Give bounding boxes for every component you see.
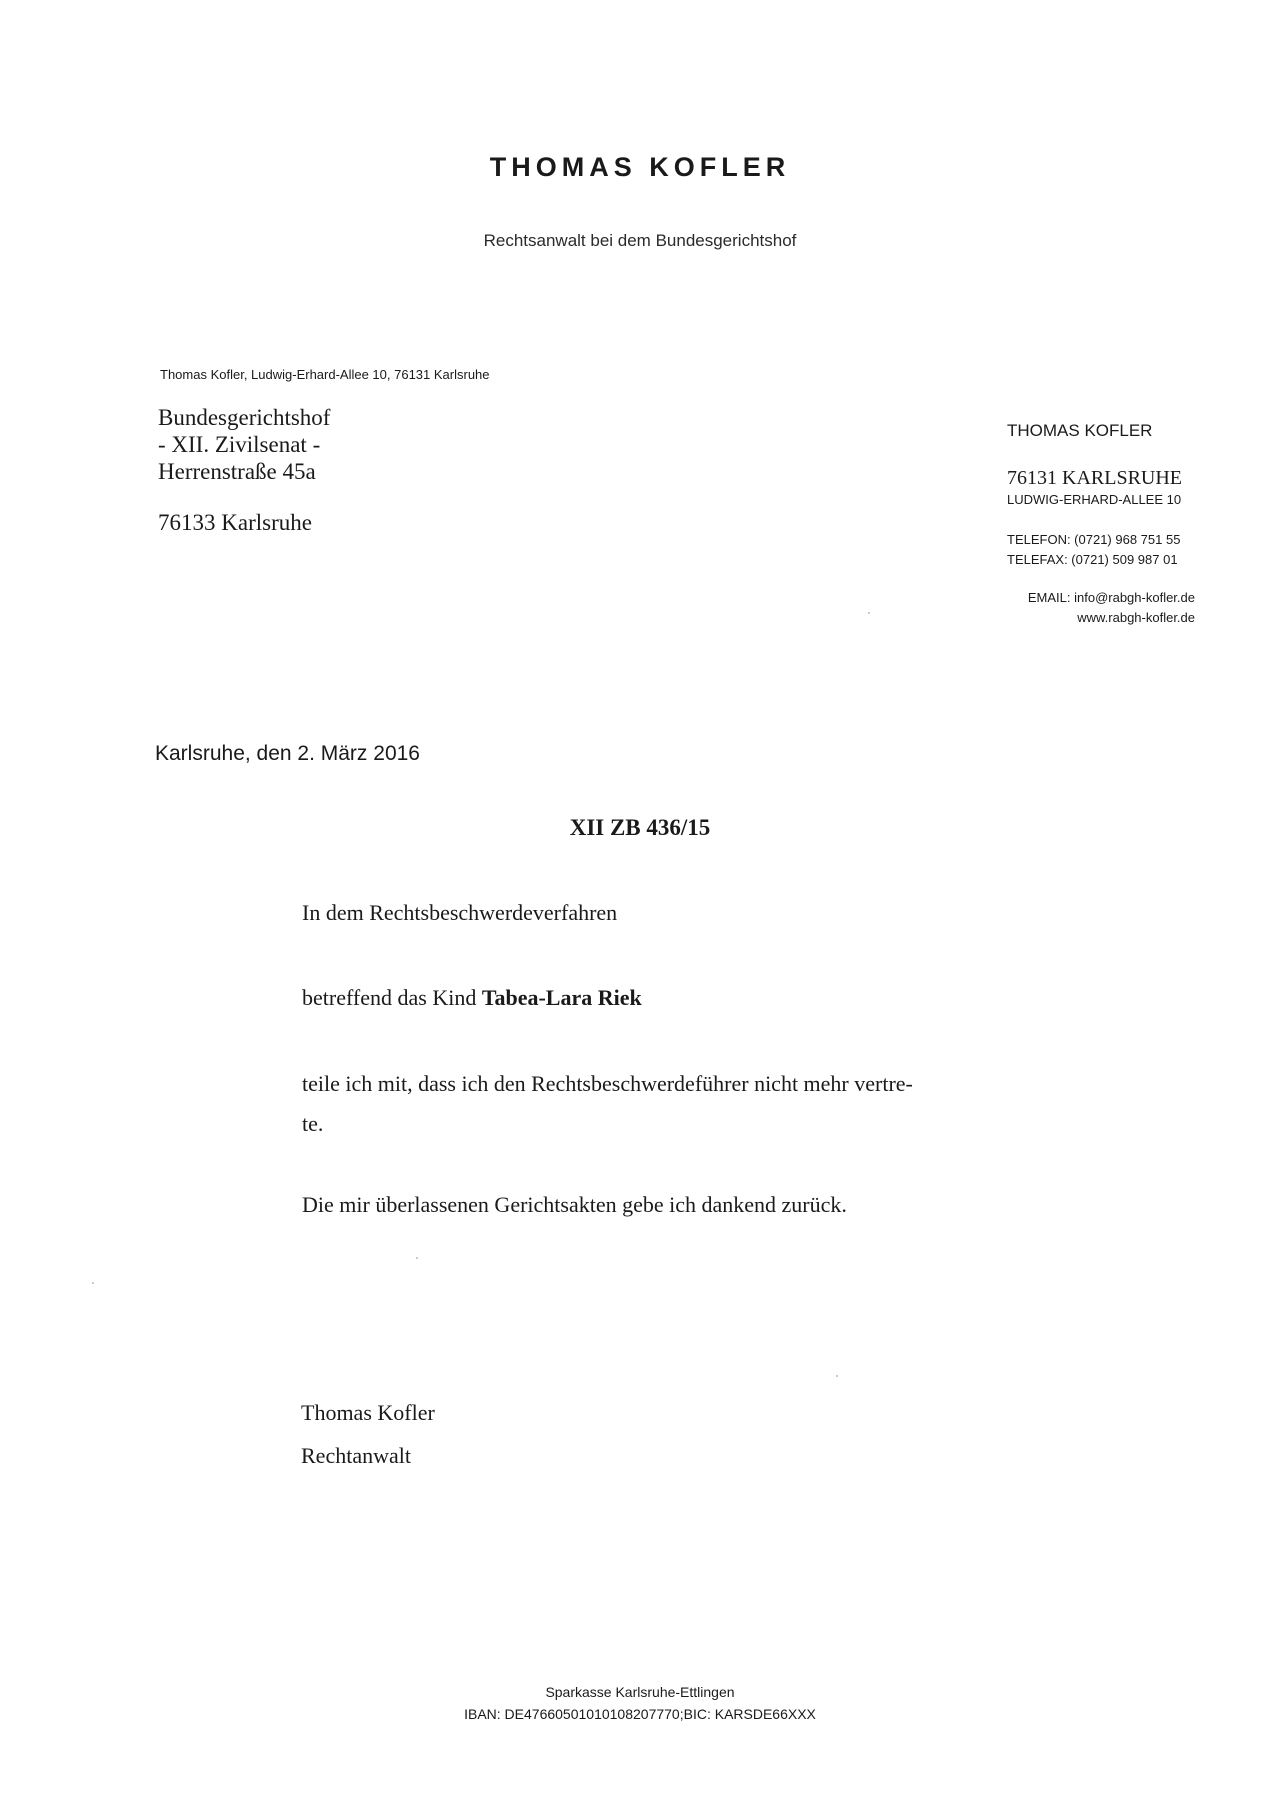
recipient-line-senate: - XII. Zivilsenat - — [158, 432, 321, 457]
footer-iban: IBAN: DE47660501010108207770;BIC: KARSDE66XXX — [464, 1706, 816, 1722]
sender-street: LUDWIG-ERHARD-ALLEE 10 — [1007, 492, 1182, 507]
return-address: Thomas Kofler, Ludwig-Erhard-Allee 10, 76131 Karlsruhe — [160, 367, 490, 382]
scan-speck — [92, 1282, 94, 1284]
signature-title: Rechtanwalt — [301, 1443, 411, 1468]
recipient-line-court: Bundesgerichtshof — [158, 405, 331, 430]
sender-fax: TELEFAX: (0721) 509 987 01 — [1007, 552, 1178, 567]
case-number: XII ZB 436/15 — [569, 815, 711, 840]
sender-name: THOMAS KOFLER — [1007, 421, 1153, 440]
body-notice-line-1: teile ich mit, dass ich den Rechtsbeschwerdeführer nicht mehr vertre- — [302, 1071, 913, 1096]
sender-contact-block — [1007, 421, 1195, 628]
body-intro: In dem Rechtsbeschwerdeverfahren — [302, 900, 618, 925]
body-child-prefix: betreffend das Kind — [302, 985, 482, 1010]
recipient-line-street: Herrenstraße 45a — [158, 459, 316, 484]
recipient-address — [158, 404, 330, 536]
child-name: Tabea-Lara Riek — [481, 985, 642, 1010]
sender-website: www.rabgh-kofler.de — [1077, 610, 1195, 625]
body-child-line — [302, 985, 642, 1011]
letterhead-name: THOMAS KOFLER — [489, 152, 791, 182]
sender-online-contact — [1007, 588, 1195, 628]
recipient-line-city: 76133 Karlsruhe — [158, 510, 312, 535]
recipient-spacer — [158, 485, 330, 509]
letterhead-subtitle: Rechtsanwalt bei dem Bundesgerichtshof — [483, 231, 797, 250]
sender-phone: TELEFON: (0721) 968 751 55 — [1007, 532, 1181, 547]
signature-name: Thomas Kofler — [301, 1400, 435, 1425]
footer-bank-name: Sparkasse Karlsruhe-Ettlingen — [545, 1684, 735, 1700]
body-files-return: Die mir überlassenen Gerichtsakten gebe ich dankend zurück. — [302, 1192, 847, 1217]
scan-speck — [868, 612, 870, 614]
sender-city: 76131 KARLSRUHE — [1007, 467, 1183, 489]
body-notice-line-2: te. — [302, 1111, 324, 1136]
sender-email: EMAIL: info@rabgh-kofler.de — [1027, 590, 1195, 605]
scan-speck — [416, 1257, 418, 1259]
date-line: Karlsruhe, den 2. März 2016 — [155, 742, 420, 765]
scan-speck — [836, 1375, 838, 1377]
